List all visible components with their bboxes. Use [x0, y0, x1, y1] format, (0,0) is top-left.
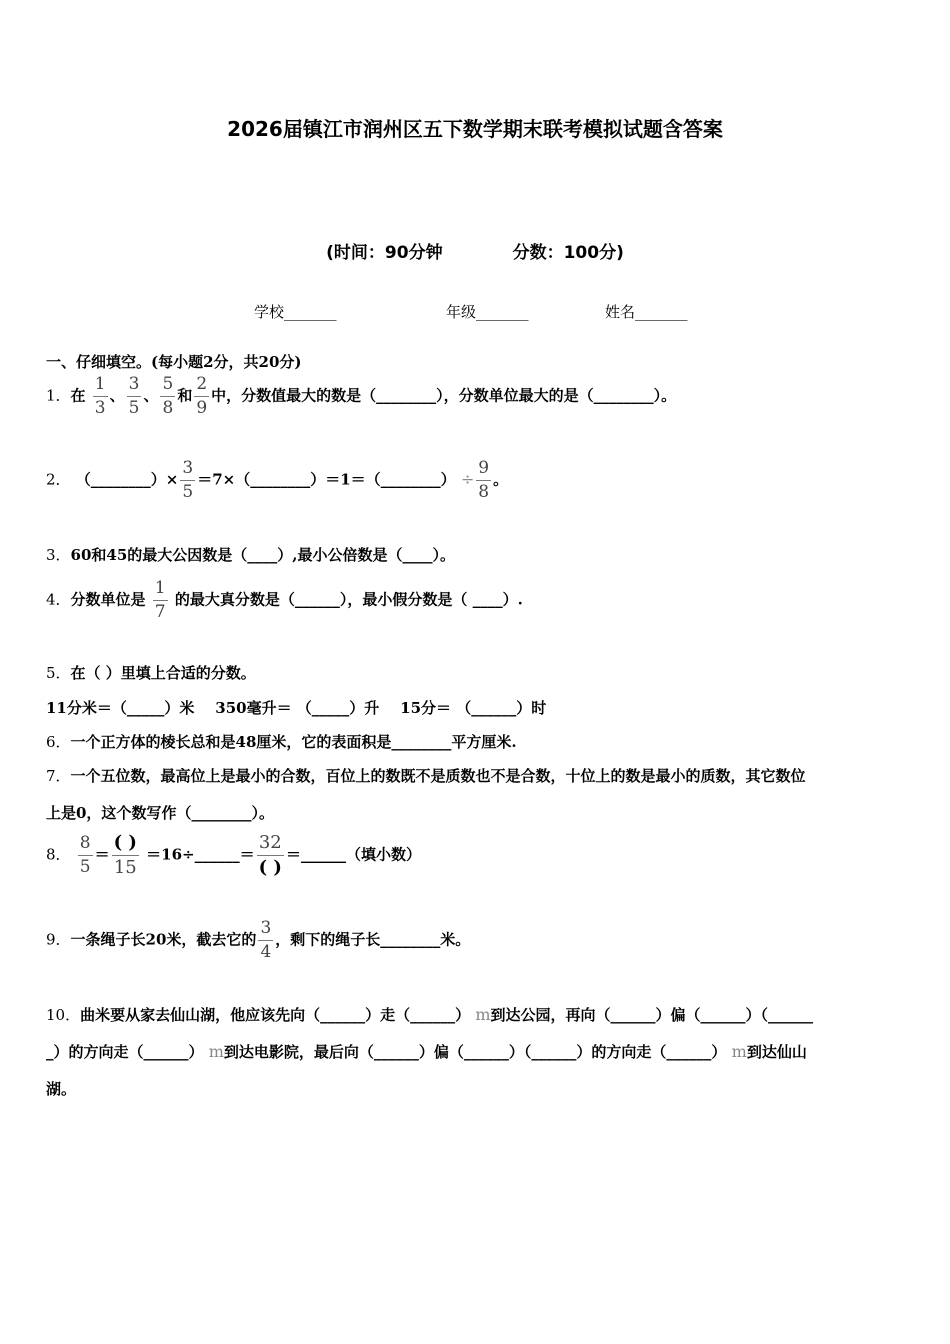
question-text[interactable]: ＝16÷______＝ [146, 845, 255, 864]
question-6 [46, 731, 517, 752]
question-4 [46, 580, 523, 621]
question-text[interactable]: （________）× [75, 470, 179, 489]
question-text[interactable]: 中，分数值最大的数是（________），分数单位最大的是（________）。 [211, 386, 677, 405]
question-text: 一个五位数，最高位上是最小的合数，百位上的数既不是质数也不是合数，十位上的数是最小的质数，其它数位 [70, 767, 806, 785]
question-number: 3． [46, 546, 71, 564]
equals-sign: ＝ [94, 845, 110, 864]
question-text: 在 [70, 386, 86, 405]
question-text: 分数单位是 [70, 590, 146, 609]
question-text: 在（ ）里填上合适的分数。 [70, 664, 256, 682]
numerator: 2 [196, 374, 208, 394]
question-text[interactable]: 一个正方体的棱长总和是48厘米，它的表面积是________平方厘米. [70, 733, 517, 751]
unit-meter: m [475, 1005, 491, 1024]
question-number: 4． [46, 590, 71, 609]
fraction [112, 834, 139, 877]
denominator-blank[interactable]: ( ) [258, 857, 282, 878]
fraction [93, 376, 108, 417]
question-9 [46, 920, 470, 961]
fraction [257, 834, 284, 877]
fraction [160, 376, 175, 417]
question-text[interactable]: 到达公园，再向（______）偏（______）（______ [490, 1006, 814, 1024]
page-title: 2026届镇江市润州区五下数学期末联考模拟试题含答案 [227, 117, 723, 141]
fraction [258, 920, 273, 961]
numerator: 3 [128, 374, 140, 394]
exam-time: (时间：90分钟 [326, 243, 443, 263]
question-text: 和 [177, 386, 193, 405]
fraction [194, 376, 209, 417]
numerator: 32 [258, 832, 282, 853]
question-10 [46, 1004, 813, 1025]
question-number: 6． [46, 733, 71, 751]
question-text: 。 [493, 470, 509, 489]
question-number: 5． [46, 664, 71, 682]
question-7-cont[interactable]: 上是0，这个数写作（________）。 [46, 804, 274, 822]
denominator: 5 [79, 857, 91, 877]
question-10-cont [46, 1041, 807, 1062]
fraction [127, 376, 142, 417]
question-2 [46, 460, 508, 501]
grade-field[interactable]: 年级_______ [446, 303, 529, 321]
unit-meter: m [731, 1042, 747, 1061]
denominator: 8 [478, 482, 490, 502]
numerator: 1 [154, 578, 166, 598]
exam-meta [0, 238, 950, 263]
question-10-end: 湖。 [46, 1080, 77, 1098]
numerator-blank[interactable]: ( ) [113, 832, 137, 853]
question-1 [46, 376, 676, 417]
numerator: 8 [79, 833, 91, 853]
denominator: 5 [182, 482, 194, 502]
question-text[interactable]: 到达电影院，最后向（______）偏（______）（______）的方向走（______） [223, 1043, 727, 1061]
question-text[interactable]: 的最大真分数是（______），最小假分数是（ ____）. [174, 590, 523, 609]
numerator: 1 [94, 374, 106, 394]
question-text[interactable]: ，剩下的绳子长________米。 [275, 930, 471, 949]
denominator: 15 [113, 857, 137, 878]
school-field[interactable]: 学校_______ [254, 303, 337, 321]
question-3 [46, 544, 455, 565]
fraction [476, 460, 491, 501]
question-number: 10． [46, 1006, 81, 1024]
question-number: 9． [46, 930, 71, 949]
denominator: 9 [196, 398, 208, 418]
fraction [153, 580, 168, 621]
question-7 [46, 765, 806, 786]
fraction [180, 460, 195, 501]
question-number: 8． [46, 845, 71, 864]
question-text[interactable]: _）的方向走（______） [46, 1043, 204, 1061]
numerator: 9 [478, 458, 490, 478]
separator: 、 [143, 386, 159, 405]
question-text[interactable]: ＝______（填小数） [285, 845, 421, 864]
denominator: 4 [260, 942, 272, 962]
denominator: 8 [162, 398, 174, 418]
question-number: 2． [46, 470, 71, 489]
divide-sign: ÷ [460, 469, 475, 489]
denominator: 5 [128, 398, 140, 418]
separator: 、 [109, 386, 125, 405]
question-text: 一条绳子长20米，截去它的 [70, 930, 257, 949]
question-5 [46, 662, 256, 683]
denominator: 7 [154, 602, 166, 622]
unit-meter: m [208, 1042, 224, 1061]
fraction [78, 835, 93, 876]
question-number: 7． [46, 767, 71, 785]
numerator: 3 [182, 458, 194, 478]
question-8 [46, 834, 421, 877]
question-text[interactable]: 曲米要从家去仙山湖，他应该先向（______）走（______） [80, 1006, 471, 1024]
question-text: 到达仙山 [746, 1043, 807, 1061]
exam-score: 分数：100分) [512, 243, 624, 263]
question-5-blanks[interactable]: 11分米＝（_____）米 350毫升＝ （_____）升 15分＝ （______）时 [46, 699, 547, 717]
question-text[interactable]: 60和45的最大公因数是（____）,最小公倍数是（____）。 [70, 546, 456, 564]
name-field[interactable]: 姓名_______ [605, 303, 688, 321]
numerator: 5 [162, 374, 174, 394]
section-heading: 一、仔细填空。(每小题2分，共20分) [46, 353, 302, 371]
denominator: 3 [94, 398, 106, 418]
question-number: 1． [46, 386, 71, 405]
question-text[interactable]: ＝7×（________）＝1＝（________） [197, 470, 456, 489]
numerator: 3 [260, 918, 272, 938]
